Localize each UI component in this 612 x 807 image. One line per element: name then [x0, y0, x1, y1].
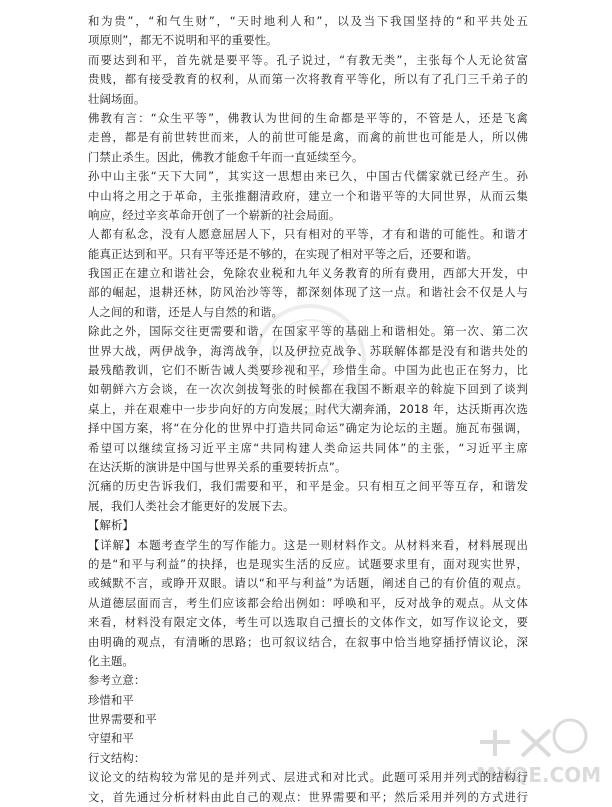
watermark-corner-text: MXQE.COM	[476, 763, 602, 787]
text-line: 或缄默不言，或睁开双眼。请以“和平与利益”为话题，阐述自己的有价值的观点。	[88, 576, 528, 591]
text-line: 能真正达到和平。只有平等还是不够的，在实现了相对平等之后，还要和谐。	[88, 246, 479, 261]
text-line: 文，首先通过分析材料由此自己的观点：世界需要和平；然后采用并列的方式进行	[88, 789, 528, 804]
text-line: 如朝鲜六方会谈，在一次次剑拔弩张的时候都在我国不断艰辛的斡旋下回到了谈判	[88, 382, 528, 397]
text-line: 行文结构：	[88, 750, 146, 765]
text-line: 【详解】本题考查学生的写作能力。这是一则材料作文。从材料来看，材料展现出	[88, 537, 528, 552]
text-line: 世界需要和平	[88, 712, 157, 727]
text-line: 和为贵”，“和气生财”，“天时地利人和”，以及当下我国坚持的“和平共处五	[88, 14, 528, 28]
text-line: 我国正在建立和谐社会，免除农业税和九年义务教育的所有费用，西部大开发，中	[88, 266, 528, 281]
text-line: 壮阔场面。	[88, 91, 146, 106]
watermark-logo	[470, 712, 610, 790]
text-line: 门禁止杀生。因此，佛教才能愈千年而一直延续至今。	[88, 149, 364, 164]
text-line: 除此之外，国际交往更需要和谐，在国家平等的基础上和谐相处。第一次、第二次	[88, 324, 528, 339]
text-line: 的是“和平与利益”的抉择，也是现实生活的反应。试题要求里有，面对现实世界，	[88, 556, 528, 571]
text-line: 沉痛的历史告诉我们，我们需要和平，和平是金。只有相互之间平等互存，和谐发	[88, 479, 528, 494]
text-line: 在达沃斯的演讲是中国与世界关系的重要转折点”。	[88, 459, 347, 474]
text-line: 佛教有言：“众生平等”，佛教认为世间的生命都是平等的，不管是人，还是飞禽	[88, 110, 528, 125]
text-line: 展，我们人类社会才能更好的发展下去。	[88, 498, 295, 513]
text-line: 希望可以继续宣扬习近平主席“共同构建人类命运共同体”的主张，“习近平主席	[88, 440, 528, 455]
text-line: 择中国方案，将“在分化的世界中打造共同命运”确定为论坛的主题。施瓦布强调，	[88, 421, 528, 436]
text-line: 项原则”，都无不说明和平的重要性。	[88, 33, 278, 48]
text-line: 世界大战，两伊战争，海湾战争，以及伊拉克战争、苏联解体都是没有和谐共处的	[88, 343, 528, 358]
text-line: 守望和平	[88, 731, 134, 746]
text-line: 响应，经过辛亥革命开创了一个崭新的社会局面。	[88, 207, 341, 222]
text-line: 化主题。	[88, 653, 134, 668]
watermark-seal-icon	[250, 300, 370, 420]
text-line: 由明确的观点，有清晰的思路；也可叙议结合，在叙事中恰当地穿插抒情议论，深	[88, 634, 528, 649]
text-line: 【解析】	[88, 518, 134, 533]
text-line: 走兽，都是有前世转世而来，人的前世可能是禽，而禽的前世也可能是人，所以佛	[88, 130, 528, 145]
text-line: 而要达到和平，首先就是要平等。孔子说过，“有教无类”，主张每个人无论贫富	[88, 52, 528, 67]
watermark-logo-icon	[470, 712, 610, 790]
text-line: 部的崛起，退耕还林，防风治沙等等，都深刻体现了这一点。和谐社会不仅是人与	[88, 285, 528, 300]
text-line: 珍惜和平	[88, 692, 134, 707]
text-line: 人之间的和谐，还是人与自然的和谐。	[88, 304, 284, 319]
text-line: 贵贱，都有接受教育的权利，从而第一次将教育平等化，所以有了孔门三千弟子的	[88, 72, 528, 87]
text-line: 议论文的结构较为常见的是并列式、层进式和对比式。此题可采用并列式的结构行	[88, 770, 528, 785]
text-line: 来看，材料没有限定文体，考生可以选取自己擅长的文体作文，如写作议论文，要	[88, 615, 528, 630]
text-line: 参考立意：	[88, 673, 146, 688]
text-line: 人都有私念，没有人愿意屈居人下，只有相对的平等，才有和谐的可能性。和谐才	[88, 227, 528, 242]
text-line: 最残酷教训，它们不断告诫人类要珍视和平，珍惜生命。中国为此也正在努力，比	[88, 363, 528, 378]
text-line: 从道德层面而言，考生们应该都会给出例如：呼唤和平，反对战争的观点。从文体	[88, 595, 528, 610]
text-line: 孙中山主张“天下大同”，其实这一思想由来已久，中国古代儒家就已经产生。孙	[88, 169, 528, 184]
text-line: 桌上，并在艰难中一步步向好的方向发展；时代大潮奔涌，2018 年，达沃斯再次选	[88, 401, 528, 416]
text-line: 中山将之用之于革命，主张推翻清政府，建立一个和谐平等的大同世界，从而云集	[88, 188, 528, 203]
